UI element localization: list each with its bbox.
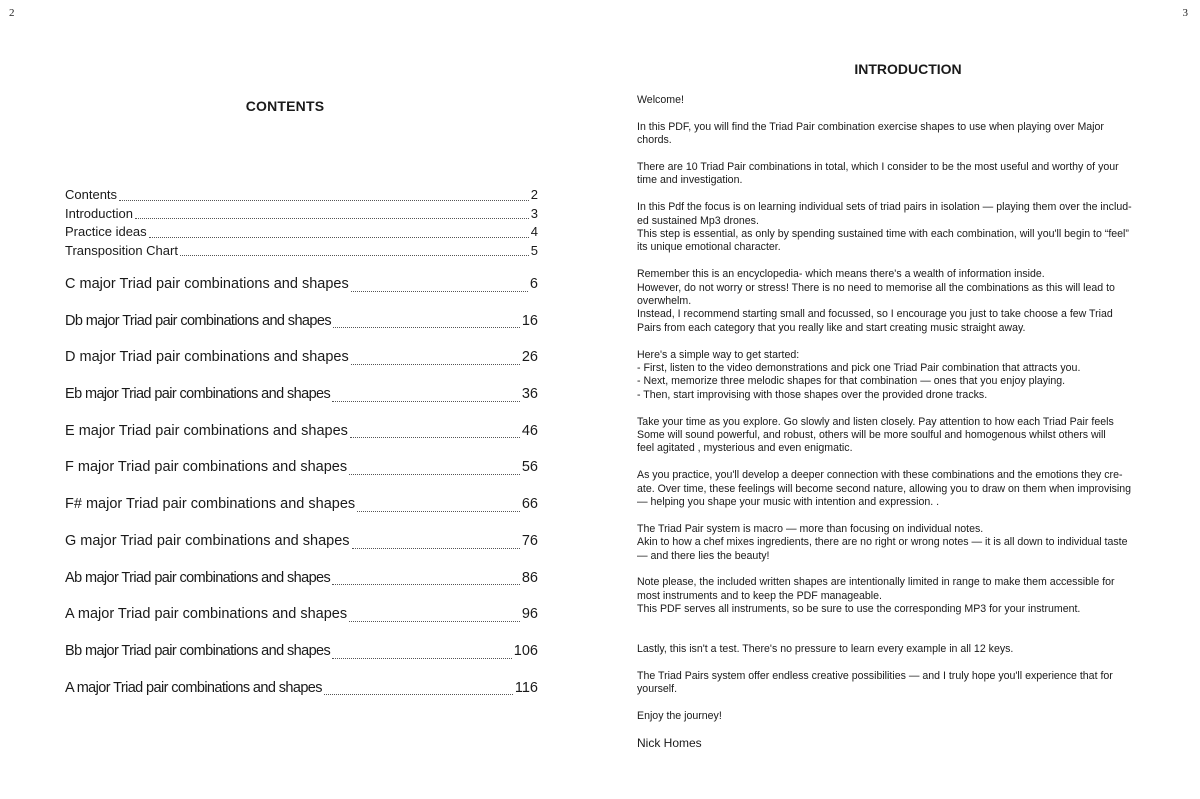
- toc-dot-leader: [135, 218, 529, 219]
- toc-entry-label: Bb major Triad pair combinations and shapes: [65, 642, 331, 659]
- intro-line: ed sustained Mp3 drones.: [637, 214, 759, 227]
- toc-entry-page: 46: [521, 422, 538, 439]
- intro-line: There are 10 Triad Pair combinations in total, which I consider to be the most useful and worthy of your: [637, 161, 1119, 173]
- intro-line: Some will sound powerful, and robust, others will be more soulful and homogenous whilst others will: [637, 429, 1106, 442]
- intro-paragraph: [637, 710, 1170, 723]
- toc-entry-label: Db major Triad pair combinations and shapes: [65, 312, 331, 329]
- intro-line: — helping you shape your music with intention and expression. .: [637, 496, 940, 509]
- intro-line: feel agitated , mysterious and even enigmatic.: [637, 442, 853, 455]
- toc-dot-leader: [351, 291, 528, 292]
- toc-entry-label: G major Triad pair combinations and shapes: [65, 532, 350, 549]
- intro-line: The Triad Pairs system offer endless creative possibilities — and I truly hope you'll experience that for: [637, 669, 1113, 682]
- contents-title: CONTENTS: [245, 98, 325, 114]
- toc-entry-page: 106: [513, 642, 538, 659]
- page-number-right: 3: [1182, 7, 1188, 19]
- toc-entry-label: Ab major Triad pair combinations and shapes: [65, 569, 331, 586]
- intro-line: — and there lies the beauty!: [637, 549, 770, 562]
- toc-entry-page: 56: [521, 459, 538, 476]
- toc-entry-page: 96: [521, 606, 538, 623]
- author-signature: Nick Homes: [637, 735, 702, 750]
- intro-line: its unique emotional character.: [637, 241, 781, 254]
- toc-dot-leader: [324, 694, 513, 695]
- intro-line: - First, listen to the video demonstrations and pick one Triad Pair combination that attracts you.: [637, 362, 1081, 375]
- intro-line: This step is essential, as only by spending sustained time with each combination, will you'll begin to “feel”: [637, 228, 1129, 241]
- toc-dot-leader: [149, 237, 529, 238]
- intro-line: Enjoy the journey!: [637, 709, 722, 722]
- toc-entry-page: 66: [521, 496, 538, 513]
- toc-entry[interactable]: [65, 242, 538, 261]
- intro-line: Lastly, this isn't a test. There's no pressure to learn every example in all 12 keys.: [637, 642, 1014, 655]
- intro-line: yourself.: [637, 682, 678, 695]
- introduction-body: [637, 94, 1170, 763]
- toc-dot-leader: [349, 474, 520, 475]
- toc-entry[interactable]: [65, 272, 538, 309]
- toc-entry-label: Eb major Triad pair combinations and shapes: [65, 386, 331, 403]
- intro-paragraph: [637, 670, 1170, 697]
- intro-line: Pairs from each category that you really like and start creating music straight away.: [637, 321, 1026, 334]
- toc-entry-label: A major Triad pair combinations and shapes: [65, 679, 322, 696]
- toc-entry-label: D major Triad pair combinations and shapes: [65, 349, 349, 366]
- toc-entry-page: 5: [530, 242, 538, 258]
- intro-paragraph: [637, 523, 1170, 563]
- intro-line: Take your time as you explore. Go slowly and listen closely. Pay attention to how each Triad Pair feels: [637, 415, 1114, 428]
- toc-dot-leader: [333, 327, 520, 328]
- intro-line: Instead, I recommend starting small and focussed, so I encourage you just to take choose a few Triad: [637, 308, 1113, 321]
- toc-entry[interactable]: [65, 492, 538, 529]
- toc-entry[interactable]: [65, 345, 538, 382]
- intro-line: Note please, the included written shapes are intentionally limited in range to make them accessible for: [637, 576, 1115, 589]
- toc-entry-label: E major Triad pair combinations and shapes: [65, 422, 348, 439]
- toc-entry-page: 2: [530, 187, 538, 202]
- toc-dot-leader: [349, 621, 520, 622]
- intro-paragraph: [637, 576, 1170, 616]
- intro-line: As you practice, you'll develop a deeper connection with these combinations and the emotions they cre-: [637, 469, 1123, 482]
- toc-entry[interactable]: [65, 566, 538, 603]
- toc-dot-leader: [332, 658, 512, 659]
- intro-paragraph: [637, 469, 1170, 509]
- intro-line: - Next, memorize three melodic shapes for that combination — ones that you enjoy playing.: [637, 375, 1066, 388]
- toc-dot-leader: [352, 548, 520, 549]
- toc-entry-label: Introduction: [65, 205, 133, 221]
- intro-paragraph: [637, 121, 1170, 148]
- toc-entry[interactable]: [65, 419, 538, 456]
- toc-entry[interactable]: [65, 602, 538, 639]
- toc-dot-leader: [351, 364, 520, 365]
- intro-line: - Then, start improvising with those shapes over the provided drone tracks.: [637, 388, 988, 401]
- toc-entry[interactable]: [65, 205, 538, 224]
- toc-dot-leader: [332, 584, 520, 585]
- toc-dot-leader: [180, 255, 529, 256]
- intro-paragraph: [637, 643, 1170, 656]
- toc-entry-label: C major Triad pair combinations and shapes: [65, 276, 349, 292]
- intro-paragraph: [637, 268, 1170, 335]
- toc-entry[interactable]: [65, 676, 538, 713]
- toc-entry[interactable]: [65, 455, 538, 492]
- toc-entry-page: 4: [530, 224, 538, 239]
- toc-entry[interactable]: [65, 382, 538, 419]
- intro-line: Remember this is an encyclopedia- which means there's a wealth of information inside.: [637, 268, 1045, 281]
- toc-entry[interactable]: [65, 639, 538, 676]
- intro-line: Here's a simple way to get started:: [637, 348, 800, 361]
- toc-dot-leader: [350, 437, 520, 438]
- toc-entry[interactable]: [65, 186, 538, 205]
- toc-entry[interactable]: [65, 309, 538, 346]
- toc-entry-label: A major Triad pair combinations and shapes: [65, 606, 348, 623]
- intro-paragraph: [637, 161, 1170, 188]
- toc-sections: [65, 272, 538, 712]
- toc-entry-page: 36: [521, 386, 538, 403]
- toc-entry-page: 6: [529, 276, 538, 292]
- toc-front-matter: [65, 186, 538, 260]
- intro-line: This PDF serves all instruments, so be sure to use the corresponding MP3 for your instrument.: [637, 603, 1081, 616]
- toc-entry-label: Transposition Chart: [65, 242, 178, 258]
- intro-line: most instruments and to keep the PDF manageable.: [637, 589, 882, 602]
- toc-entry-page: 16: [521, 312, 538, 329]
- toc-entry-page: 26: [521, 349, 538, 366]
- page-number-left: 2: [9, 7, 15, 19]
- toc-entry[interactable]: [65, 223, 538, 242]
- toc-dot-leader: [357, 511, 520, 512]
- toc-dot-leader: [119, 200, 529, 201]
- intro-paragraph: [637, 349, 1170, 403]
- intro-line: chords.: [637, 134, 672, 147]
- toc-entry-page: 3: [530, 205, 538, 221]
- intro-paragraph: [637, 416, 1170, 456]
- intro-line: In this PDF, you will find the Triad Pair combination exercise shapes to use when playing over Major: [637, 120, 1104, 133]
- toc-entry-page: 76: [521, 532, 538, 549]
- toc-entry-label: F major Triad pair combinations and shapes: [65, 459, 348, 476]
- intro-line: However, do not worry or stress! There is no need to memorise all the combinations as this will lead to: [637, 281, 1115, 294]
- toc-entry-page: 116: [514, 679, 538, 696]
- intro-line: time and investigation.: [637, 174, 743, 187]
- toc-entry[interactable]: [65, 529, 538, 566]
- introduction-title: INTRODUCTION: [854, 61, 962, 77]
- toc-entry-label: Practice ideas: [65, 224, 147, 239]
- intro-paragraph: [637, 94, 1170, 107]
- intro-line: The Triad Pair system is macro — more than focusing on individual notes.: [637, 522, 984, 535]
- intro-line: Welcome!: [637, 94, 684, 106]
- toc-dot-leader: [332, 401, 520, 402]
- intro-paragraph: [637, 201, 1170, 255]
- intro-line: Akin to how a chef mixes ingredients, there are no right or wrong notes — it is all down to individual taste: [637, 536, 1128, 549]
- intro-line: ate. Over time, these feelings will become second nature, allowing you to draw on them when improvising: [637, 482, 1132, 495]
- toc-entry-label: F# major Triad pair combinations and shapes: [65, 496, 356, 513]
- toc-entry-label: Contents: [65, 187, 118, 202]
- intro-line: In this Pdf the focus is on learning individual sets of triad pairs in isolation — playing them over the includ-: [637, 201, 1132, 214]
- toc-entry-page: 86: [521, 569, 538, 586]
- intro-line: overwhelm.: [637, 295, 692, 308]
- introduction-page: [600, 0, 1200, 799]
